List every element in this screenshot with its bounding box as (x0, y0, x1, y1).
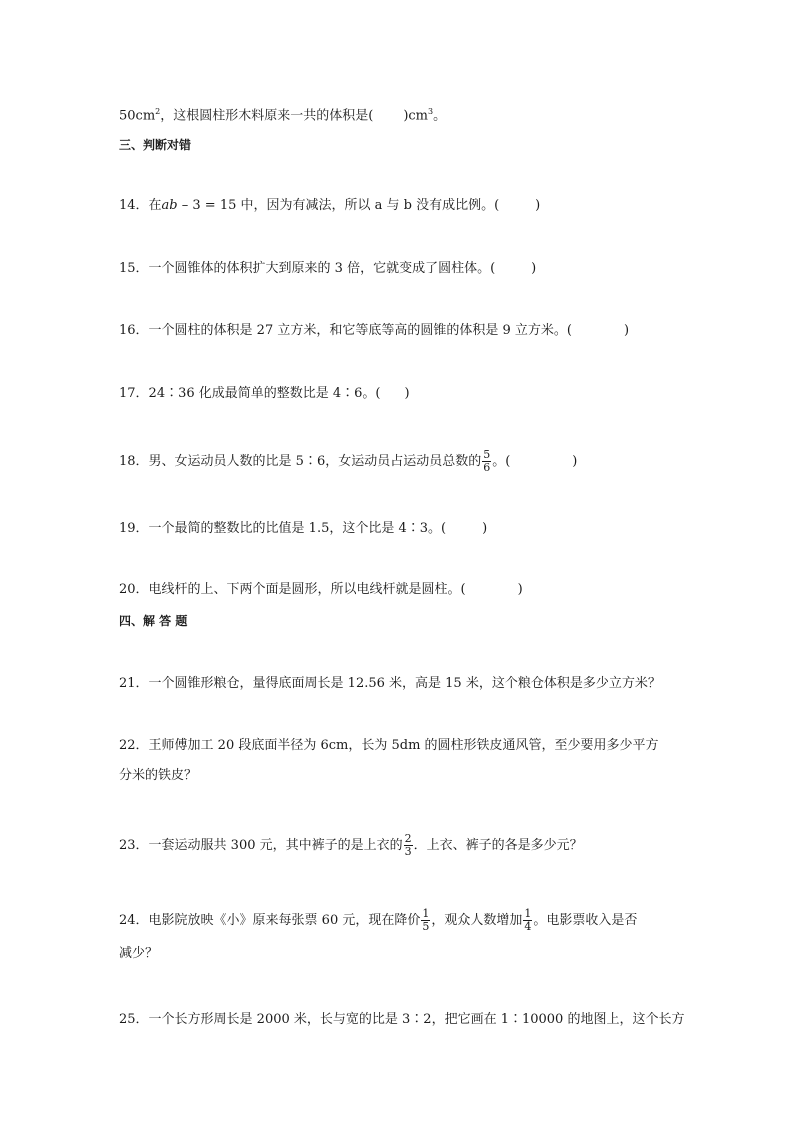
section-heading-word-problems: 四、解 答 题 (119, 614, 188, 628)
fraction (404, 833, 413, 858)
text: ．上衣、裤子的各是多少元？ (413, 838, 583, 853)
text: 。 (433, 108, 447, 124)
question-19 (119, 519, 487, 539)
text: ，这根圆柱形木料原来一共的体积是( (160, 108, 374, 124)
question-13-continuation (119, 102, 446, 126)
denominator: 6 (483, 461, 491, 474)
text: ) (572, 454, 578, 469)
text: 20．电线杆的上、下两个面是圆形，所以电线杆就是圆柱。( (119, 582, 466, 597)
text: ) (482, 521, 488, 536)
question-22: 22．王师傅加工 20 段底面半径为 6cm，长为 5dm 的圆柱形铁皮通风管，至少要用多少平方 (119, 738, 659, 753)
text: 16．一个圆柱的体积是 27 立方米，和它等底等高的圆锥的体积是 9 立方米。( (119, 323, 572, 338)
numerator: 1 (524, 907, 532, 920)
text: ) (535, 198, 541, 213)
question-24 (119, 908, 637, 933)
superscript: 2 (155, 107, 161, 116)
question-22-continuation: 分米的铁皮？ (119, 768, 198, 783)
text: ，观众人数增加 (431, 913, 523, 928)
denominator: 3 (404, 845, 412, 858)
denominator: 5 (422, 920, 430, 933)
text: – 3 = 15 中，因为有减法，所以 a 与 b 没有成比例。( (177, 198, 500, 213)
text: 50cm (119, 108, 156, 124)
text: 。电影票收入是否 (533, 913, 638, 928)
text: ) (404, 386, 410, 401)
text: ) (531, 261, 537, 276)
numerator: 1 (422, 907, 430, 920)
question-25: 25．一个长方形周长是 2000 米，长与宽的比是 3∶2，把它画在 1∶10000 的地图上，这个长方 (119, 1012, 685, 1027)
text: 23．一套运动服共 300 元，其中裤子的是上衣的 (119, 838, 403, 853)
question-24-continuation: 减少？ (119, 946, 159, 961)
text: 19．一个最简的整数比的比值是 1.5，这个比是 4∶3。( (119, 521, 447, 536)
text: 18．男、女运动员人数的比是 5∶6，女运动员占运动员总数的 (119, 454, 482, 469)
text: 15．一个圆锥体的体积扩大到原来的 3 倍，它就变成了圆柱体。( (119, 261, 496, 276)
question-20 (119, 580, 523, 600)
fraction (421, 908, 430, 933)
numerator: 2 (404, 832, 412, 845)
question-14 (119, 196, 540, 216)
question-15 (119, 259, 536, 279)
question-18 (119, 449, 577, 474)
numerator: 5 (483, 448, 491, 461)
text: 17．24∶36 化成最简单的整数比是 4∶6。( (119, 386, 381, 401)
text: 。( (492, 454, 511, 469)
text: ) (517, 582, 523, 597)
question-16 (119, 321, 629, 341)
question-21: 21．一个圆锥形粮仓，量得底面周长是 12.56 米，高是 15 米，这个粮仓体积是多少立方米？ (119, 676, 661, 691)
fraction (482, 449, 491, 474)
text: )cm (403, 108, 429, 124)
section-heading-true-false: 三、判断对错 (119, 138, 192, 152)
question-23 (119, 833, 583, 858)
text: ) (623, 323, 630, 338)
variable: ab (161, 198, 178, 213)
fraction (523, 908, 532, 933)
denominator: 4 (524, 920, 532, 933)
question-17 (119, 384, 410, 404)
text: 14．在 (119, 198, 162, 213)
superscript: 3 (428, 107, 434, 116)
text: 24．电影院放映《小》原来每张票 60 元，现在降价 (119, 913, 421, 928)
